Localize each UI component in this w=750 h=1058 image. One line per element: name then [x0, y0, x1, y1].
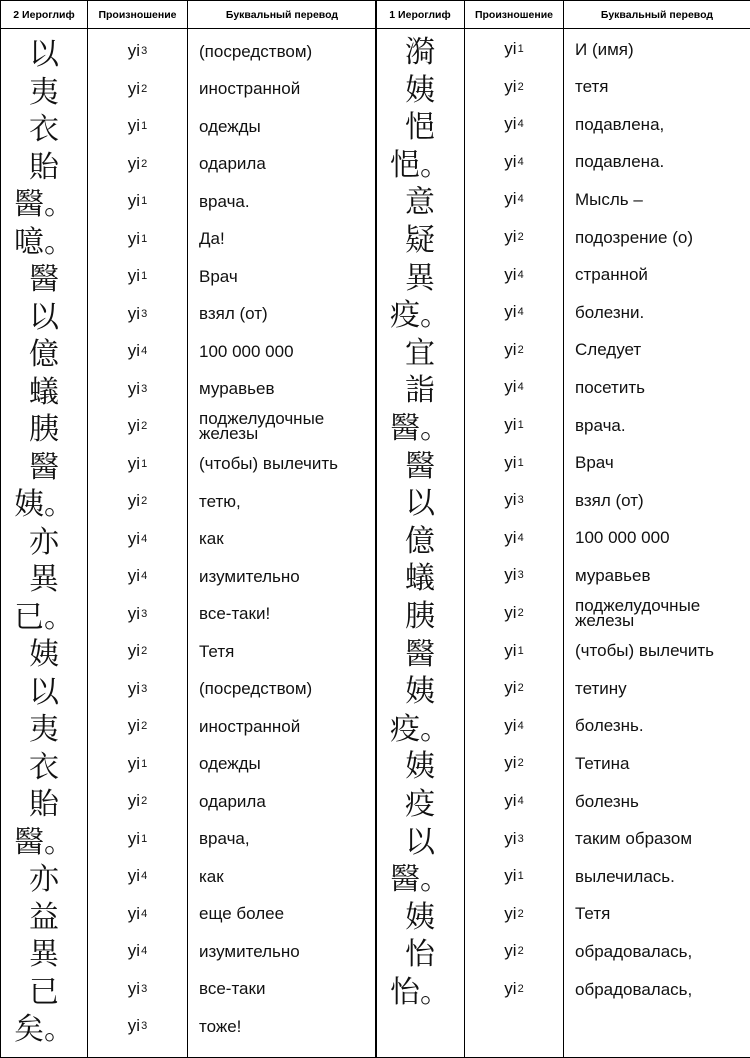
- hanzi-char: 姨: [376, 69, 464, 105]
- hanzi-char: 以: [1, 296, 87, 332]
- pinyin-syllable: yi: [128, 229, 140, 249]
- trans-column-right: [564, 29, 750, 1058]
- pinyin-syllable: yi: [128, 566, 140, 586]
- pinyin-cell: [465, 633, 563, 669]
- tone-number: 4: [518, 193, 524, 205]
- tone-number: 3: [141, 608, 147, 620]
- pinyin-syllable: yi: [128, 416, 140, 436]
- pinyin-syllable: yi: [128, 641, 140, 661]
- pinyin-syllable: yi: [504, 77, 516, 97]
- translation-text: одарила: [188, 783, 376, 819]
- translation-text: подозрение (о): [564, 219, 750, 255]
- pinyin-cell: [88, 821, 187, 857]
- tone-number: 2: [141, 645, 147, 657]
- pinyin-cell: [88, 33, 187, 69]
- pinyin-cell: [465, 369, 563, 405]
- tone-number: 2: [518, 231, 524, 243]
- pinyin-syllable: yi: [128, 679, 140, 699]
- tone-number: 1: [141, 458, 147, 470]
- translation-text: посетить: [564, 369, 750, 405]
- pinyin-cell: [465, 858, 563, 894]
- hanzi-char: 疫。: [376, 294, 464, 330]
- hanzi-char: 醫: [1, 258, 87, 294]
- pinyin-cell: [465, 783, 563, 819]
- pinyin-syllable: yi: [128, 154, 140, 174]
- pinyin-syllable: yi: [128, 904, 140, 924]
- pinyin-syllable: yi: [504, 265, 516, 285]
- hanzi-char: 衣: [1, 746, 87, 782]
- pinyin-syllable: yi: [128, 266, 140, 286]
- pinyin-syllable: yi: [504, 829, 516, 849]
- header-trans-right: Буквальный перевод: [564, 1, 750, 29]
- hanzi-char: 以: [376, 482, 464, 518]
- hanzi-char: 貽: [1, 783, 87, 819]
- tone-number: 1: [518, 457, 524, 469]
- hanzi-char: 怡。: [376, 971, 464, 1007]
- pinyin-syllable: yi: [504, 152, 516, 172]
- pinyin-cell: [88, 71, 187, 107]
- trans-column-left: [188, 29, 377, 1058]
- hanzi-char: 醫。: [1, 821, 87, 857]
- pinyin-syllable: yi: [504, 866, 516, 886]
- char-column-left: [1, 29, 88, 1058]
- pinyin-syllable: yi: [128, 829, 140, 849]
- tone-number: 4: [141, 908, 147, 920]
- pinyin-cell: [88, 896, 187, 932]
- header-row-right: [376, 1, 750, 29]
- pron-column-left: [88, 29, 188, 1058]
- tone-number: 2: [141, 720, 147, 732]
- pinyin-syllable: yi: [128, 116, 140, 136]
- translation-text: обрадовалась,: [564, 971, 750, 1007]
- pinyin-syllable: yi: [128, 191, 140, 211]
- tone-number: 4: [141, 533, 147, 545]
- translation-text: как: [188, 521, 376, 557]
- pinyin-syllable: yi: [504, 39, 516, 59]
- pinyin-syllable: yi: [504, 490, 516, 510]
- pinyin-cell: [465, 971, 563, 1007]
- hanzi-char: 已: [1, 971, 87, 1007]
- tone-number: 2: [141, 83, 147, 95]
- tone-number: 2: [518, 983, 524, 995]
- pinyin-cell: [465, 708, 563, 744]
- hanzi-char: 蟻: [1, 371, 87, 407]
- pinyin-cell: [465, 482, 563, 518]
- pinyin-cell: [465, 106, 563, 142]
- pinyin-cell: [88, 446, 187, 482]
- hanzi-char: 亦: [1, 858, 87, 894]
- pinyin-syllable: yi: [128, 979, 140, 999]
- tone-number: 4: [518, 118, 524, 130]
- translation-text: странной: [564, 257, 750, 293]
- pinyin-cell: [88, 483, 187, 519]
- tone-number: 1: [518, 645, 524, 657]
- pinyin-cell: [465, 294, 563, 330]
- hanzi-char: 醫: [376, 633, 464, 669]
- pinyin-syllable: yi: [504, 189, 516, 209]
- pinyin-cell: [465, 407, 563, 443]
- pinyin-syllable: yi: [128, 791, 140, 811]
- tone-number: 4: [518, 720, 524, 732]
- translation-text: тетя: [564, 69, 750, 105]
- tone-number: 2: [141, 495, 147, 507]
- pinyin-cell: [465, 219, 563, 255]
- pinyin-syllable: yi: [128, 491, 140, 511]
- translation-text: болезнь: [564, 783, 750, 819]
- translation-text: 100 000 000: [564, 520, 750, 556]
- hanzi-char: 疫: [376, 783, 464, 819]
- tone-number: 2: [518, 908, 524, 920]
- translation-text: И (имя): [564, 31, 750, 67]
- hanzi-char: 醫。: [1, 183, 87, 219]
- translation-text: (чтобы) вылечить: [564, 633, 750, 669]
- pinyin-syllable: yi: [504, 114, 516, 134]
- hanzi-char: 以: [1, 671, 87, 707]
- pinyin-cell: [88, 258, 187, 294]
- translation-text: муравьев: [188, 371, 376, 407]
- translation-text: все-таки!: [188, 596, 376, 632]
- hanzi-char: 噫。: [1, 221, 87, 257]
- pinyin-syllable: yi: [504, 415, 516, 435]
- tone-number: 2: [518, 757, 524, 769]
- tone-number: 4: [141, 870, 147, 882]
- translation-text: врача.: [564, 407, 750, 443]
- hanzi-char: 異: [376, 257, 464, 293]
- pinyin-cell: [465, 181, 563, 217]
- tone-number: 1: [141, 758, 147, 770]
- header-char-right: 1 Иероглиф: [376, 1, 465, 29]
- hanzi-char: 姨。: [1, 483, 87, 519]
- pinyin-syllable: yi: [128, 41, 140, 61]
- translation-text: иностранной: [188, 708, 376, 744]
- translation-text: таким образом: [564, 821, 750, 857]
- hanzi-char: 胰: [376, 595, 464, 631]
- hanzi-char: 漪: [376, 31, 464, 67]
- pinyin-cell: [88, 221, 187, 257]
- pinyin-syllable: yi: [504, 716, 516, 736]
- translation-text: иностранной: [188, 71, 376, 107]
- pinyin-cell: [88, 633, 187, 669]
- pinyin-cell: [465, 595, 563, 631]
- hanzi-char: 亦: [1, 521, 87, 557]
- pinyin-cell: [465, 31, 563, 67]
- hanzi-char: 已。: [1, 596, 87, 632]
- translation-text: (посредством): [188, 671, 376, 707]
- hanzi-char: 醫: [376, 445, 464, 481]
- pinyin-syllable: yi: [128, 341, 140, 361]
- pinyin-cell: [88, 1008, 187, 1044]
- hanzi-char: 矣。: [1, 1008, 87, 1044]
- pinyin-syllable: yi: [504, 528, 516, 548]
- tone-number: 4: [518, 306, 524, 318]
- translation-text: врача.: [188, 183, 376, 219]
- pinyin-syllable: yi: [128, 1016, 140, 1036]
- tone-number: 3: [518, 833, 524, 845]
- pinyin-cell: [88, 296, 187, 332]
- translation-text: изумительно: [188, 933, 376, 969]
- hanzi-char: 貽: [1, 146, 87, 182]
- pinyin-syllable: yi: [504, 453, 516, 473]
- hanzi-char: 姨: [1, 633, 87, 669]
- pinyin-syllable: yi: [128, 79, 140, 99]
- translation-text: (чтобы) вылечить: [188, 446, 376, 482]
- pinyin-cell: [465, 745, 563, 781]
- translation-text: подавлена,: [564, 106, 750, 142]
- tone-number: 4: [141, 570, 147, 582]
- translation-text: взял (от): [188, 296, 376, 332]
- pinyin-cell: [88, 746, 187, 782]
- pinyin-cell: [465, 332, 563, 368]
- pinyin-syllable: yi: [128, 941, 140, 961]
- translation-text: Тетя: [188, 633, 376, 669]
- tone-number: 3: [141, 983, 147, 995]
- tone-number: 2: [141, 158, 147, 170]
- translation-text: 100 000 000: [188, 333, 376, 369]
- translation-text: Врач: [188, 258, 376, 294]
- pinyin-syllable: yi: [504, 791, 516, 811]
- pinyin-cell: [88, 558, 187, 594]
- translation-text: Да!: [188, 221, 376, 257]
- tone-number: 1: [141, 120, 147, 132]
- translation-text: тетину: [564, 670, 750, 706]
- hanzi-char: 異: [1, 558, 87, 594]
- translation-text: Тетина: [564, 745, 750, 781]
- hanzi-char: 詣: [376, 369, 464, 405]
- hanzi-char: 衣: [1, 108, 87, 144]
- pinyin-cell: [465, 445, 563, 481]
- tone-number: 4: [518, 532, 524, 544]
- pinyin-cell: [88, 146, 187, 182]
- translation-text: как: [188, 858, 376, 894]
- tone-number: 2: [518, 81, 524, 93]
- hanzi-char: 怡: [376, 933, 464, 969]
- pinyin-cell: [465, 933, 563, 969]
- tone-number: 4: [518, 795, 524, 807]
- tone-number: 4: [518, 156, 524, 168]
- translation-text: поджелудочные железы: [564, 595, 750, 631]
- pinyin-cell: [88, 708, 187, 744]
- pinyin-syllable: yi: [504, 227, 516, 247]
- hanzi-char: 疑: [376, 219, 464, 255]
- tone-number: 3: [141, 1020, 147, 1032]
- tone-number: 1: [518, 870, 524, 882]
- hanzi-char: 悒: [376, 106, 464, 142]
- hanzi-char: 異: [1, 933, 87, 969]
- hanzi-char: 蟻: [376, 557, 464, 593]
- tone-number: 1: [518, 419, 524, 431]
- translation-text: еще более: [188, 896, 376, 932]
- pinyin-cell: [88, 408, 187, 444]
- pinyin-cell: [88, 183, 187, 219]
- translation-text: Мысль –: [564, 181, 750, 217]
- tone-number: 2: [518, 682, 524, 694]
- translation-text: поджелудочные железы: [188, 408, 376, 444]
- hanzi-char: 醫。: [376, 407, 464, 443]
- header-pron-left: Произношение: [88, 1, 188, 29]
- pinyin-syllable: yi: [128, 866, 140, 886]
- hanzi-char: 醫: [1, 446, 87, 482]
- tone-number: 4: [518, 269, 524, 281]
- tone-number: 2: [141, 420, 147, 432]
- hanzi-char: 醫。: [376, 858, 464, 894]
- translation-text: взял (от): [564, 482, 750, 518]
- tone-number: 4: [141, 945, 147, 957]
- tone-number: 1: [141, 270, 147, 282]
- pinyin-syllable: yi: [504, 641, 516, 661]
- translation-text: болезнь.: [564, 708, 750, 744]
- header-pron-right: Произношение: [465, 1, 564, 29]
- pinyin-syllable: yi: [128, 379, 140, 399]
- translation-text: врача,: [188, 821, 376, 857]
- header-row-left: [1, 1, 377, 29]
- hanzi-char: 疫。: [376, 708, 464, 744]
- translation-text: (посредством): [188, 33, 376, 69]
- tone-number: 3: [141, 383, 147, 395]
- tone-number: 3: [141, 308, 147, 320]
- pinyin-syllable: yi: [504, 340, 516, 360]
- pinyin-cell: [88, 933, 187, 969]
- tone-number: 1: [518, 43, 524, 55]
- pinyin-cell: [88, 596, 187, 632]
- pinyin-syllable: yi: [504, 565, 516, 585]
- pinyin-cell: [465, 257, 563, 293]
- pinyin-cell: [88, 333, 187, 369]
- pinyin-syllable: yi: [504, 603, 516, 623]
- pinyin-cell: [88, 783, 187, 819]
- char-column-right: [376, 29, 465, 1058]
- pinyin-cell: [465, 144, 563, 180]
- hanzi-char: 宜: [376, 332, 464, 368]
- pinyin-cell: [88, 858, 187, 894]
- pinyin-syllable: yi: [128, 304, 140, 324]
- translation-text: Тетя: [564, 896, 750, 932]
- pinyin-cell: [88, 971, 187, 1007]
- pinyin-cell: [465, 69, 563, 105]
- pinyin-syllable: yi: [128, 604, 140, 624]
- tone-number: 2: [518, 945, 524, 957]
- pinyin-cell: [88, 521, 187, 557]
- pinyin-syllable: yi: [504, 941, 516, 961]
- header-trans-left: Буквальный перевод: [188, 1, 377, 29]
- hanzi-char: 意: [376, 181, 464, 217]
- pinyin-syllable: yi: [504, 302, 516, 322]
- translation-text: все-таки: [188, 971, 376, 1007]
- translation-text: Врач: [564, 445, 750, 481]
- pinyin-syllable: yi: [504, 904, 516, 924]
- hanzi-char: 姨: [376, 896, 464, 932]
- pinyin-syllable: yi: [128, 454, 140, 474]
- hanzi-char: 姨: [376, 670, 464, 706]
- hanzi-char: 姨: [376, 745, 464, 781]
- table-right: [375, 0, 750, 1058]
- pinyin-syllable: yi: [504, 377, 516, 397]
- tone-number: 4: [141, 345, 147, 357]
- pinyin-syllable: yi: [504, 753, 516, 773]
- tone-number: 4: [518, 381, 524, 393]
- translation-text: подавлена.: [564, 144, 750, 180]
- pinyin-cell: [465, 520, 563, 556]
- hanzi-char: 悒。: [376, 144, 464, 180]
- pinyin-cell: [465, 670, 563, 706]
- pinyin-cell: [465, 557, 563, 593]
- pron-column-right: [465, 29, 564, 1058]
- tone-number: 2: [518, 607, 524, 619]
- pinyin-syllable: yi: [504, 979, 516, 999]
- translation-text: Следует: [564, 332, 750, 368]
- tone-number: 2: [141, 795, 147, 807]
- tone-number: 1: [141, 195, 147, 207]
- pinyin-cell: [465, 896, 563, 932]
- tone-number: 1: [141, 833, 147, 845]
- hanzi-char: 億: [1, 333, 87, 369]
- translation-text: обрадовалась,: [564, 933, 750, 969]
- hanzi-char: 以: [376, 821, 464, 857]
- tone-number: 3: [141, 45, 147, 57]
- hanzi-char: 夷: [1, 708, 87, 744]
- hanzi-char: 億: [376, 520, 464, 556]
- tone-number: 3: [518, 569, 524, 581]
- translation-text: тетю,: [188, 483, 376, 519]
- hanzi-char: 夷: [1, 71, 87, 107]
- pinyin-cell: [88, 371, 187, 407]
- tone-number: 1: [141, 233, 147, 245]
- pinyin-syllable: yi: [128, 716, 140, 736]
- pinyin-syllable: yi: [504, 678, 516, 698]
- translation-text: болезни.: [564, 294, 750, 330]
- pinyin-syllable: yi: [128, 754, 140, 774]
- translation-text: одежды: [188, 108, 376, 144]
- translation-text: изумительно: [188, 558, 376, 594]
- pinyin-cell: [88, 108, 187, 144]
- tone-number: 2: [518, 344, 524, 356]
- pinyin-cell: [465, 821, 563, 857]
- translation-text: вылечилась.: [564, 858, 750, 894]
- translation-text: тоже!: [188, 1008, 376, 1044]
- hanzi-char: 以: [1, 33, 87, 69]
- translation-text: муравьев: [564, 557, 750, 593]
- hanzi-char: 益: [1, 896, 87, 932]
- pinyin-syllable: yi: [128, 529, 140, 549]
- header-char-left: 2 Иероглиф: [1, 1, 88, 29]
- tone-number: 3: [518, 494, 524, 506]
- translation-text: одарила: [188, 146, 376, 182]
- translation-text: одежды: [188, 746, 376, 782]
- tone-number: 3: [141, 683, 147, 695]
- hanzi-char: 胰: [1, 408, 87, 444]
- pinyin-cell: [88, 671, 187, 707]
